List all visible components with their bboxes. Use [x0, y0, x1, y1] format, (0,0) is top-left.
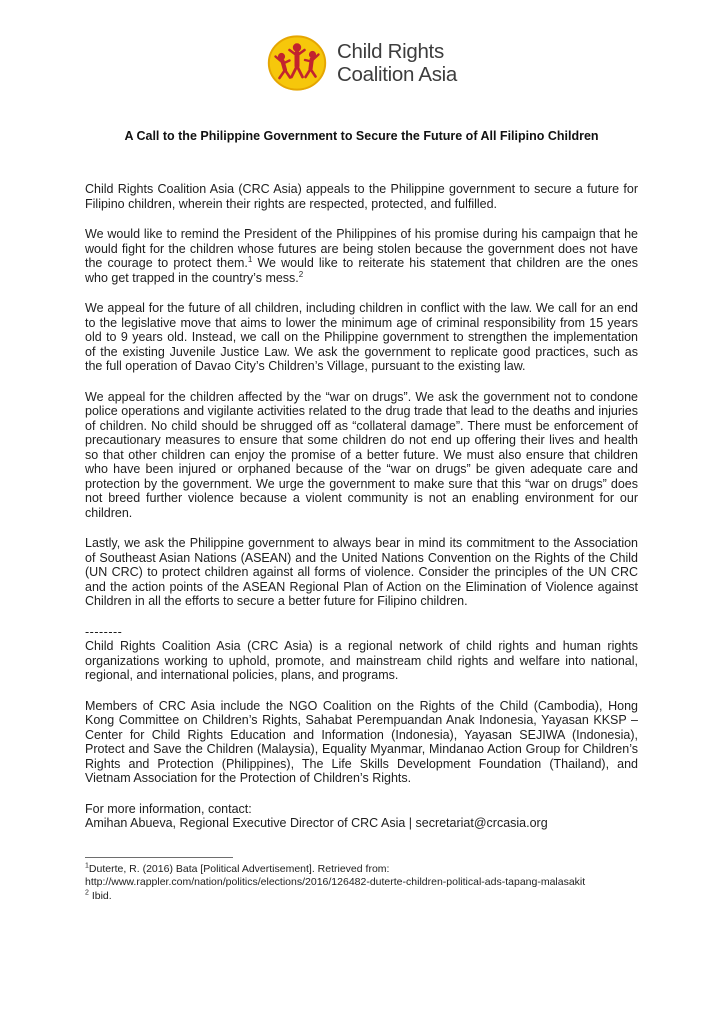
footnote-2-text: Ibid.: [88, 889, 112, 902]
contact-block: [85, 802, 638, 831]
logo-line-2: Coalition Asia: [336, 63, 457, 86]
footnote-1: [85, 863, 638, 877]
paragraph-about-crc-asia: Child Rights Coalition Asia (CRC Asia) is a regional network of child rights and human rights organizations working to uphold, promote, and mainstream child rights and welfare into national, regional, and international policies, plans, and programs.: [85, 639, 638, 682]
paragraph-war-on-drugs: We appeal for the children affected by the “war on drugs”. We ask the government not to condone police operations and vigilante activities related to the drug trade that lead to the deaths and injuries of children. No child should be shrugged off as “collateral damage”. There must be enforcement of precautionary measures to ensure that some children do not end up offering their lives and health so that other children can enjoy the promise of a better future. We must also ensure that children who have been injured or orphaned because of the “war on drugs” be given adequate care and protection by the government. We urge the government to make sure that this “war on drugs” does not breed further violence because a violent community is not an enabling environment for our children.: [85, 389, 638, 520]
section-divider-dashes: --------: [85, 624, 123, 639]
footnote-1-url: http://www.rappler.com/nation/politics/elections/2016/126482-duterte-children-political-ads-tapang-malasakit: [85, 876, 586, 888]
contact-line: Amihan Abueva, Regional Executive Director of CRC Asia | secretariat@crcasia.org: [85, 816, 548, 830]
paragraph-criminal-responsibility: We appeal for the future of all children, including children in conflict with the law. We call for an end to the legislative move that aims to lower the minimum age of criminal responsibility from 15 years old to 9 years old. Instead, we call on the Philippine government to strengthen the implementation of the existing Juvenile Justice Law. We ask the government to replicate good practices, such as the full operation of Davao City’s Children’s Village, pursuant to the existing law.: [85, 301, 638, 373]
footnote-1-text: Duterte, R. (2016) Bata [Political Advertisement]. Retrieved from:: [88, 862, 390, 875]
contact-heading: For more information, contact:: [85, 801, 252, 816]
paragraph-asean-commitment: Lastly, we ask the Philippine government to always bear in mind its commitment to the Association of Southeast Asian Nations (ASEAN) and the United Nations Convention on the Rights of the Child (UN CRC) to protect children against all forms of violence. Consider the principles of the UN CRC and the action points of the ASEAN Regional Plan of Action on the Elimination of Violence against Children in all the efforts to secure a better future for Filipino children.: [85, 536, 638, 608]
paragraph-president-promise-text-1: We would like to remind the President of the Philippines of his promise during his campaign that he would fight for the children whose futures are being stolen because the government does not have the courage to protect them.: [85, 227, 638, 270]
paragraph-members: Members of CRC Asia include the NGO Coalition on the Rights of the Child (Cambodia), Hong Kong Committee on Children’s Rights, Sahabat Perempuandan Anak Indonesia, Yayasan KKSP – Center for Child Rights Education and Information (Indonesia), Yayasan SEJIWA (Indonesia), Protect and Save the Children (Malaysia), Equality Myanmar, Mindanao Action Group for Children’s Rights and Protection (Philippines), The Life Skills Development Foundation (Thailand), and Vietnam Association for the Protection of Children’s Rights.: [85, 698, 638, 785]
paragraph-president-promise-text-2: We would like to reiterate his statement that children are the ones who get trapped in the country’s mess.: [85, 256, 639, 285]
footnotes: [85, 863, 638, 904]
logo-line-1: Child Rights: [336, 40, 444, 63]
logo: [85, 33, 638, 93]
about-section: [85, 625, 638, 683]
footnote-ref-2: 2: [298, 269, 304, 279]
paragraph-president-promise: [85, 227, 638, 285]
footnote-separator-line: [85, 857, 233, 858]
footnote-ref-1: 1: [247, 254, 253, 264]
paragraph-appeal: Child Rights Coalition Asia (CRC Asia) appeals to the Philippine government to secure a future for Filipino children, wherein their rights are respected, protected, and fulfilled.: [85, 182, 638, 211]
footnote-2: [85, 890, 638, 904]
document-title: A Call to the Philippine Government to Secure the Future of All Filipino Children: [124, 129, 599, 143]
footnote-2-marker: 2: [85, 889, 89, 896]
footnote-1-marker: 1: [85, 862, 89, 869]
logo-text: [337, 40, 457, 86]
crc-asia-logo-icon: [266, 33, 328, 93]
